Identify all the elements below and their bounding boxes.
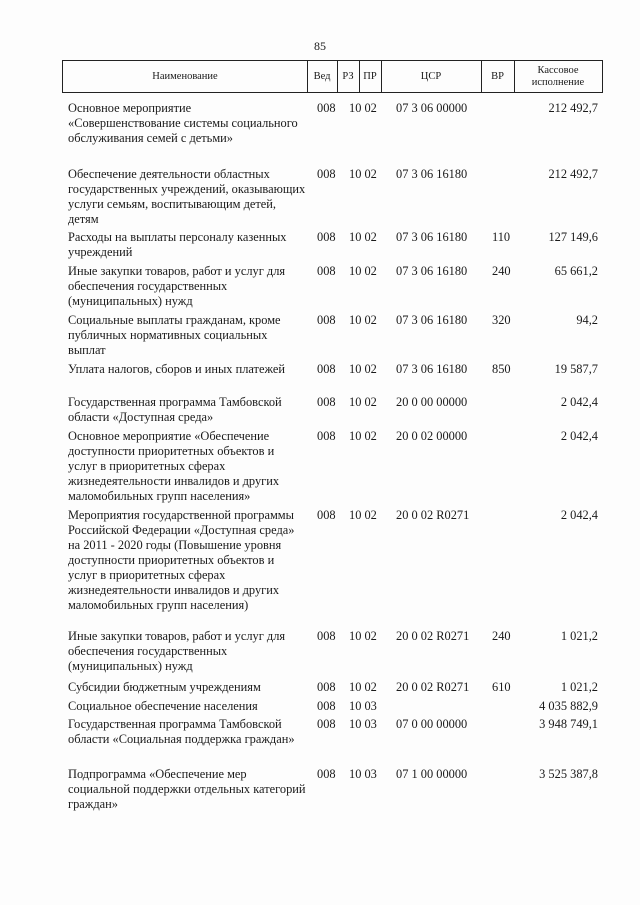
header-name: Наименование xyxy=(152,70,218,82)
row-name: Мероприятия государственной программы Российской Федерации «Доступная среда» на 2011 - 2020 годы (Повышение уровня доступности приоритетных объектов и услуг в приоритетных сферах жизнедеятельности инвалидов и других маломобильных групп населения) xyxy=(68,508,295,612)
row-csr: 07 3 06 16180 xyxy=(396,362,468,376)
row-ved: 008 xyxy=(317,629,336,643)
row-csr: 07 0 00 00000 xyxy=(396,717,468,731)
row-amount: 65 661,2 xyxy=(554,264,598,278)
row-ved: 008 xyxy=(317,429,336,443)
row-vr: 850 xyxy=(492,362,511,376)
row-csr: 07 3 06 16180 xyxy=(396,230,468,244)
row-amount: 19 587,7 xyxy=(554,362,598,376)
row-csr: 07 3 06 16180 xyxy=(396,167,468,181)
row-rzpr: 10 03 xyxy=(349,699,377,713)
row-rzpr: 10 02 xyxy=(349,230,377,244)
header-pr: ПР xyxy=(363,70,377,82)
row-ved: 008 xyxy=(317,680,336,694)
row-amount: 1 021,2 xyxy=(560,629,598,643)
row-vr: 240 xyxy=(492,264,511,278)
row-ved: 008 xyxy=(317,264,336,278)
row-csr: 07 3 06 00000 xyxy=(396,101,468,115)
row-amount: 2 042,4 xyxy=(560,508,598,522)
row-name: Основное мероприятие «Обеспечение доступности приоритетных объектов и услуг в приоритетных сферах жизнедеятельности инвалидов и других маломобильных групп населения» xyxy=(68,429,280,503)
row-csr: 20 0 02 R0271 xyxy=(396,508,470,522)
row-rzpr: 10 02 xyxy=(349,395,377,409)
row-ved: 008 xyxy=(317,230,336,244)
row-ved: 008 xyxy=(317,101,336,115)
row-csr: 07 1 00 00000 xyxy=(396,767,468,781)
row-rzpr: 10 02 xyxy=(349,101,377,115)
row-ved: 008 xyxy=(317,395,336,409)
row-name: Государственная программа Тамбовской области «Доступная среда» xyxy=(68,395,282,424)
row-vr: 240 xyxy=(492,629,511,643)
row-amount: 3 948 749,1 xyxy=(539,717,598,731)
row-name: Иные закупки товаров, работ и услуг для обеспечения государственных (муниципальных) нужд xyxy=(68,629,286,673)
row-rzpr: 10 03 xyxy=(349,767,377,781)
page-number: 85 xyxy=(314,39,326,53)
row-name: Субсидии бюджетным учреждениям xyxy=(68,680,261,694)
row-ved: 008 xyxy=(317,508,336,522)
header-ved: Вед xyxy=(313,70,331,82)
row-csr: 20 0 00 00000 xyxy=(396,395,468,409)
row-amount: 3 525 387,8 xyxy=(539,767,598,781)
row-name: Обеспечение деятельности областных государственных учреждений, оказывающих услуги семьям, воспитывающим детей, детям xyxy=(68,167,306,226)
header-rz: РЗ xyxy=(342,70,354,82)
row-amount: 212 492,7 xyxy=(548,101,598,115)
row-amount: 2 042,4 xyxy=(560,395,598,409)
row-name: Социальное обеспечение населения xyxy=(68,699,258,713)
row-csr: 07 3 06 16180 xyxy=(396,313,468,327)
row-name: Иные закупки товаров, работ и услуг для обеспечения государственных (муниципальных) нужд xyxy=(68,264,286,308)
row-ved: 008 xyxy=(317,167,336,181)
row-rzpr: 10 02 xyxy=(349,680,377,694)
row-amount: 4 035 882,9 xyxy=(539,699,598,713)
row-rzpr: 10 02 xyxy=(349,313,377,327)
row-name: Подпрограмма «Обеспечение мер социальной поддержки отдельных категорий граждан» xyxy=(68,767,306,811)
table-header xyxy=(62,60,603,93)
row-amount: 212 492,7 xyxy=(548,167,598,181)
row-vr: 320 xyxy=(492,313,511,327)
row-rzpr: 10 02 xyxy=(349,629,377,643)
row-amount: 2 042,4 xyxy=(560,429,598,443)
row-ved: 008 xyxy=(317,313,336,327)
row-rzpr: 10 03 xyxy=(349,717,377,731)
header-amount: Кассовое исполнение xyxy=(531,64,585,88)
row-ved: 008 xyxy=(317,362,336,376)
row-amount: 1 021,2 xyxy=(560,680,598,694)
row-name: Уплата налогов, сборов и иных платежей xyxy=(68,362,286,376)
row-ved: 008 xyxy=(317,717,336,731)
row-vr: 110 xyxy=(492,230,511,244)
header-vr: ВР xyxy=(491,70,504,82)
row-csr: 20 0 02 00000 xyxy=(396,429,468,443)
row-name: Социальные выплаты гражданам, кроме публичных нормативных социальных выплат xyxy=(68,313,281,357)
row-amount: 127 149,6 xyxy=(548,230,598,244)
row-ved: 008 xyxy=(317,767,336,781)
row-csr: 07 3 06 16180 xyxy=(396,264,468,278)
row-amount: 94,2 xyxy=(576,313,598,327)
row-name: Государственная программа Тамбовской области «Социальная поддержка граждан» xyxy=(68,717,295,746)
row-name: Основное мероприятие «Совершенствование системы социального обслуживания семей с детьми» xyxy=(68,101,298,145)
row-csr: 20 0 02 R0271 xyxy=(396,629,470,643)
header-csr: ЦСР xyxy=(420,70,442,82)
row-vr: 610 xyxy=(492,680,511,694)
row-csr: 20 0 02 R0271 xyxy=(396,680,470,694)
row-rzpr: 10 02 xyxy=(349,362,377,376)
row-ved: 008 xyxy=(317,699,336,713)
row-rzpr: 10 02 xyxy=(349,264,377,278)
row-rzpr: 10 02 xyxy=(349,429,377,443)
row-name: Расходы на выплаты персоналу казенных учреждений xyxy=(68,230,287,259)
row-rzpr: 10 02 xyxy=(349,167,377,181)
row-rzpr: 10 02 xyxy=(349,508,377,522)
